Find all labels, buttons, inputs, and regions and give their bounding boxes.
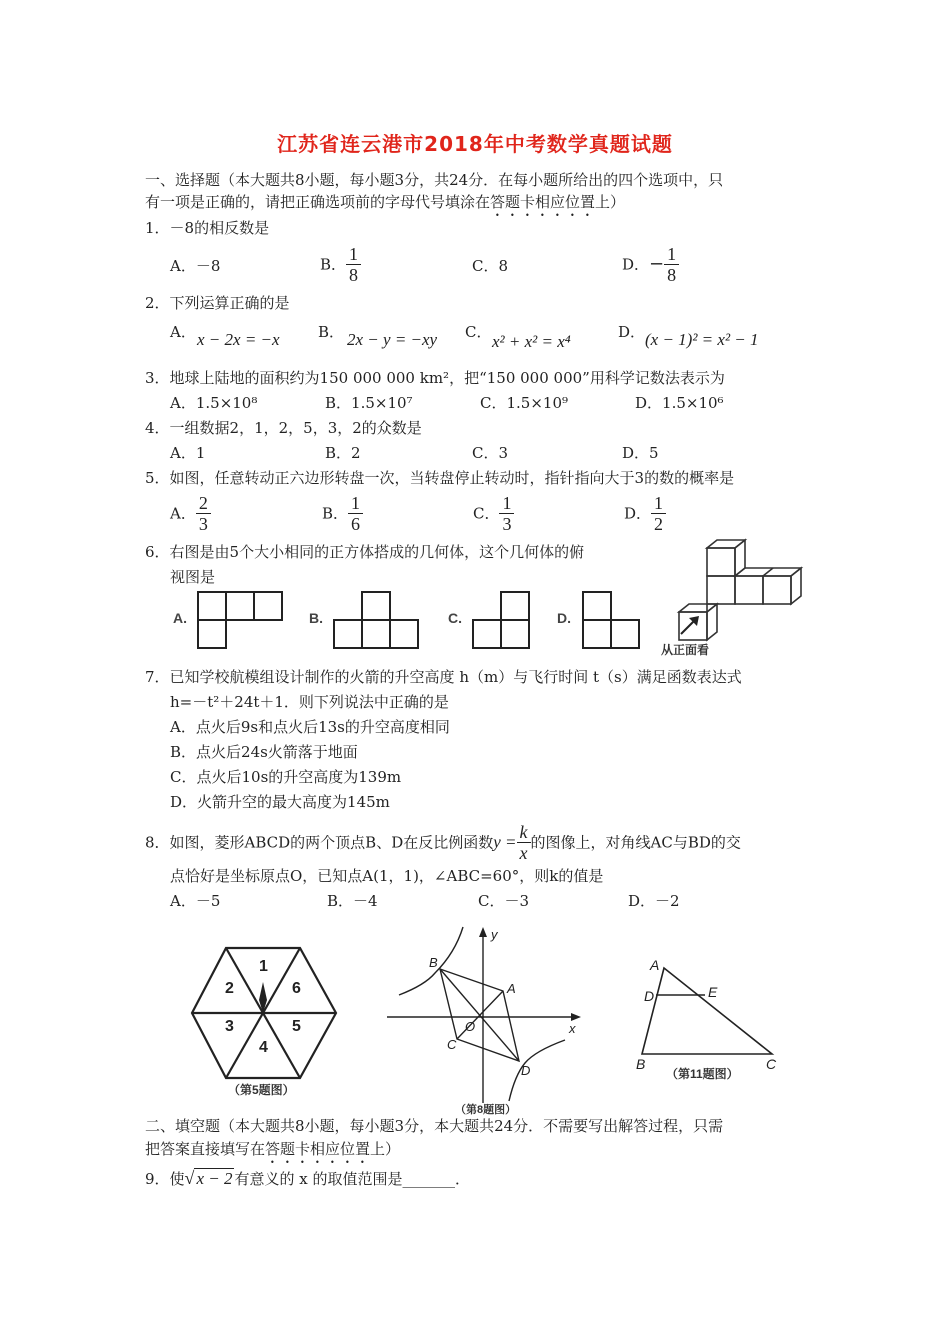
q1-option-d: [622, 244, 679, 285]
q4-option-b: B．2: [325, 444, 361, 462]
point-label-a: A: [507, 981, 516, 996]
q4-option-d: D．5: [622, 444, 659, 462]
fig8-caption: （第8题图）: [455, 1104, 517, 1115]
q5-option-c: [473, 493, 514, 534]
q8-stem-text: 8．如图，菱形ABCD的两个顶点B、D在反比例函数: [145, 833, 494, 852]
q6-c-square: [501, 620, 529, 648]
q8-option-a: A．－5: [170, 892, 221, 910]
q1-stem: 1．－8的相反数是: [145, 219, 270, 237]
section1-header-line2: [145, 192, 625, 220]
q5-option-a: [170, 493, 211, 534]
q5-option-a-label: A．: [170, 504, 196, 523]
q5-option-d-fraction: [651, 493, 666, 534]
q7-stem-line1: 7．已知学校航模组设计制作的火箭的升空高度 h（m）与飞行时间 t（s）满足函数表达式: [145, 668, 742, 686]
q1-option-d-label: D．: [622, 255, 650, 274]
cube-side: [735, 540, 745, 576]
q8-denominator: x: [519, 843, 528, 863]
q8-stem-text-tail: 的图像上，对角线AC与BD的交: [530, 833, 741, 852]
q1-option-b-label: B．: [320, 255, 347, 274]
q6-option-c-label: C.: [448, 610, 462, 626]
point-label-o: O: [465, 1019, 476, 1034]
cube-front: [707, 576, 735, 604]
q2-option-c-expr: x² + x² = x⁴: [492, 332, 571, 351]
hyperbola-branch: [509, 1040, 565, 1101]
q3-option-b: B．1.5×10⁷: [325, 394, 413, 412]
q6-option-d-label: D.: [557, 610, 571, 626]
q6-a-square: [198, 620, 226, 648]
fig8-rhombus-graph: [385, 925, 585, 1115]
section1-header-line1: 一、选择题（本大题共8小题，每小题3分，共24分．在每小题所给出的四个选项中，只: [145, 171, 724, 189]
section2-header-tail: 上）: [370, 1140, 401, 1158]
cube-front: [707, 548, 735, 576]
q6-a-square: [226, 592, 254, 620]
q6-b-square: [362, 592, 390, 620]
q5-option-d: [624, 493, 666, 534]
q6-option-b-label: B.: [309, 610, 323, 626]
triangle-abc: [642, 968, 772, 1054]
q5-option-a-fraction: [196, 493, 211, 534]
q6-c-square: [473, 620, 501, 648]
q7-option-b: B．点火后24s火箭落于地面: [170, 743, 358, 761]
q2-option-d-label: D．: [618, 323, 646, 341]
q5-d-numerator: 1: [651, 493, 666, 514]
q6-option-a-label: A.: [173, 610, 187, 626]
point-label-d: D: [644, 988, 655, 1004]
q2-option-b-expr: 2x − y = −xy: [347, 330, 438, 349]
q3-option-a: A．1.5×10⁸: [170, 394, 258, 412]
q2-stem: 2．下列运算正确的是: [145, 294, 290, 312]
q4-stem: 4．一组数据2，1，2，5，3，2的众数是: [145, 419, 422, 437]
q7-option-d: D．火箭升空的最大高度为145m: [170, 793, 390, 811]
q5-option-c-fraction: [499, 493, 514, 534]
section1-header-tail: 上）: [595, 193, 626, 211]
view-arrow-icon: [681, 616, 699, 634]
point-label-a: A: [650, 957, 660, 973]
q7-option-a: A．点火后9s和点火后13s的升空高度相同: [170, 718, 450, 736]
cube-side: [791, 568, 801, 604]
q5-a-denominator: 3: [198, 514, 208, 534]
q6-stem-line1: 6．右图是由5个大小相同的正方体搭成的几何体，这个几何体的俯: [145, 543, 585, 561]
q5-b-numerator: 1: [348, 493, 363, 514]
q8-numerator: k: [517, 822, 531, 843]
diagonal-ac: [457, 991, 503, 1039]
q6-stem-line2: 视图是: [170, 568, 216, 586]
q5-d-denominator: 2: [654, 514, 664, 534]
q1-option-b: [320, 244, 361, 285]
cube-front: [763, 576, 791, 604]
section1-header-emphasis: 答题卡相应位置: [490, 193, 596, 211]
axis-label-x: x: [569, 1021, 576, 1036]
section1-header-text: 有一项是正确的，请把正确选项前的字母代号填涂在: [145, 193, 491, 211]
q1-option-d-fraction: [664, 244, 679, 285]
section2-header-emphasis: 答题卡相应位置: [265, 1140, 371, 1158]
q5-a-numerator: 2: [196, 493, 211, 514]
q8-stem-line1: [145, 822, 741, 863]
q1-option-a: A．－8: [170, 257, 221, 275]
cube-side: [707, 604, 717, 640]
point-label-b: B: [636, 1056, 646, 1072]
q5-c-numerator: 1: [499, 493, 514, 514]
q6-b-square: [334, 620, 362, 648]
point-label-b: B: [429, 955, 438, 970]
q6-d-square: [611, 620, 639, 648]
q1-d-denominator: 8: [667, 265, 677, 285]
q1-b-numerator: 1: [346, 244, 361, 265]
point-label-e: E: [708, 984, 718, 1000]
q8-option-c: C．－3: [478, 892, 530, 910]
q5-option-b-label: B．: [322, 504, 349, 523]
q6-a-square: [254, 592, 282, 620]
q8-function-lhs: y =: [493, 832, 517, 852]
q6-solid-figure: [655, 538, 815, 658]
page-title: 江苏省连云港市2018年中考数学真题试题: [277, 132, 673, 156]
q6-options-figure: [165, 585, 665, 655]
section2-header-line1: 二、填空题（本大题共8小题，每小题3分，本大题共24分．不需要写出解答过程，只需: [145, 1117, 724, 1135]
q5-option-c-label: C．: [473, 504, 500, 523]
q2-option-a-label: A．: [170, 323, 196, 341]
fig5-caption: （第5题图）: [228, 1083, 295, 1097]
q6-c-square: [501, 592, 529, 620]
point-label-d: D: [521, 1063, 531, 1078]
view-caption: 从正面看: [661, 643, 710, 657]
q2-option-b-label: B．: [318, 323, 345, 341]
fig11-caption: （第11题图）: [666, 1067, 739, 1081]
section2-header-text: 把答案直接填写在: [145, 1140, 266, 1158]
q3-option-d: D．1.5×10⁶: [635, 394, 724, 412]
sqrt-icon: √: [184, 1168, 195, 1188]
q9-stem-tail: 有意义的 x 的取值范围是_______．: [234, 1170, 470, 1188]
q3-stem: 3．地球上陆地的面积约为150 000 000 km²，把“150 000 000”用科学记数法表示为: [145, 369, 725, 387]
section2-header-line2: [145, 1139, 400, 1167]
sector-label: 1: [259, 958, 268, 975]
q6-a-square: [198, 592, 226, 620]
q8-function-fraction: [517, 822, 531, 863]
sector-label: 6: [292, 980, 301, 997]
q6-b-square: [362, 620, 390, 648]
q6-d-square: [583, 620, 611, 648]
q5-stem: 5．如图，任意转动正六边形转盘一次，当转盘停止转动时，指针指向大于3的数的概率是: [145, 469, 735, 487]
q4-option-c: C．3: [472, 444, 509, 462]
cube-front: [679, 612, 707, 640]
q6-d-square: [583, 592, 611, 620]
sector-label: 3: [225, 1018, 234, 1035]
q5-option-b: [322, 493, 363, 534]
q1-b-denominator: 8: [349, 265, 359, 285]
x-arrow-icon: [571, 1013, 581, 1021]
q8-option-b: B．－4: [327, 892, 378, 910]
fig11-triangle: [630, 950, 790, 1085]
point-label-c: C: [447, 1037, 457, 1052]
axis-label-y: y: [491, 927, 498, 942]
y-arrow-icon: [479, 927, 487, 937]
sector-label: 4: [259, 1039, 268, 1056]
cube-front: [735, 576, 763, 604]
q9-stem-lead: 9．使: [145, 1170, 185, 1188]
q4-option-a: A．1: [170, 444, 206, 462]
sector-label: 5: [292, 1018, 301, 1035]
q7-option-c: C．点火后10s的升空高度为139m: [170, 768, 402, 786]
q5-option-d-label: D．: [624, 504, 652, 523]
q1-option-c: C．8: [472, 257, 509, 275]
fig5-hexagon-spinner: [190, 938, 340, 1098]
q1-d-numerator: 1: [664, 244, 679, 265]
q2-option-a-expr: x − 2x = −x: [197, 330, 280, 349]
point-label-c: C: [766, 1056, 777, 1072]
q9-radicand: x − 2: [196, 1169, 233, 1188]
q2-option-d-expr: (x − 1)² = x² − 1: [645, 330, 759, 349]
q5-c-denominator: 3: [502, 514, 512, 534]
q5-b-denominator: 6: [351, 514, 361, 534]
sector-label: 2: [225, 980, 234, 997]
q7-stem-line2: h=－t²＋24t＋1．则下列说法中正确的是: [170, 693, 449, 711]
q9-stem: [145, 1168, 470, 1189]
q2-option-c-label: C．: [465, 323, 492, 341]
q5-option-b-fraction: [348, 493, 363, 534]
q6-b-square: [390, 620, 418, 648]
q1-option-b-fraction: [346, 244, 361, 285]
q8-option-d: D．－2: [628, 892, 680, 910]
cube-edge: [763, 568, 773, 576]
q8-stem-line2: 点恰好是坐标原点O，已知点A(1，1)，∠ABC=60°，则k的值是: [170, 867, 604, 885]
q1-d-sign: −: [649, 253, 665, 275]
q3-option-c: C．1.5×10⁹: [480, 394, 569, 412]
